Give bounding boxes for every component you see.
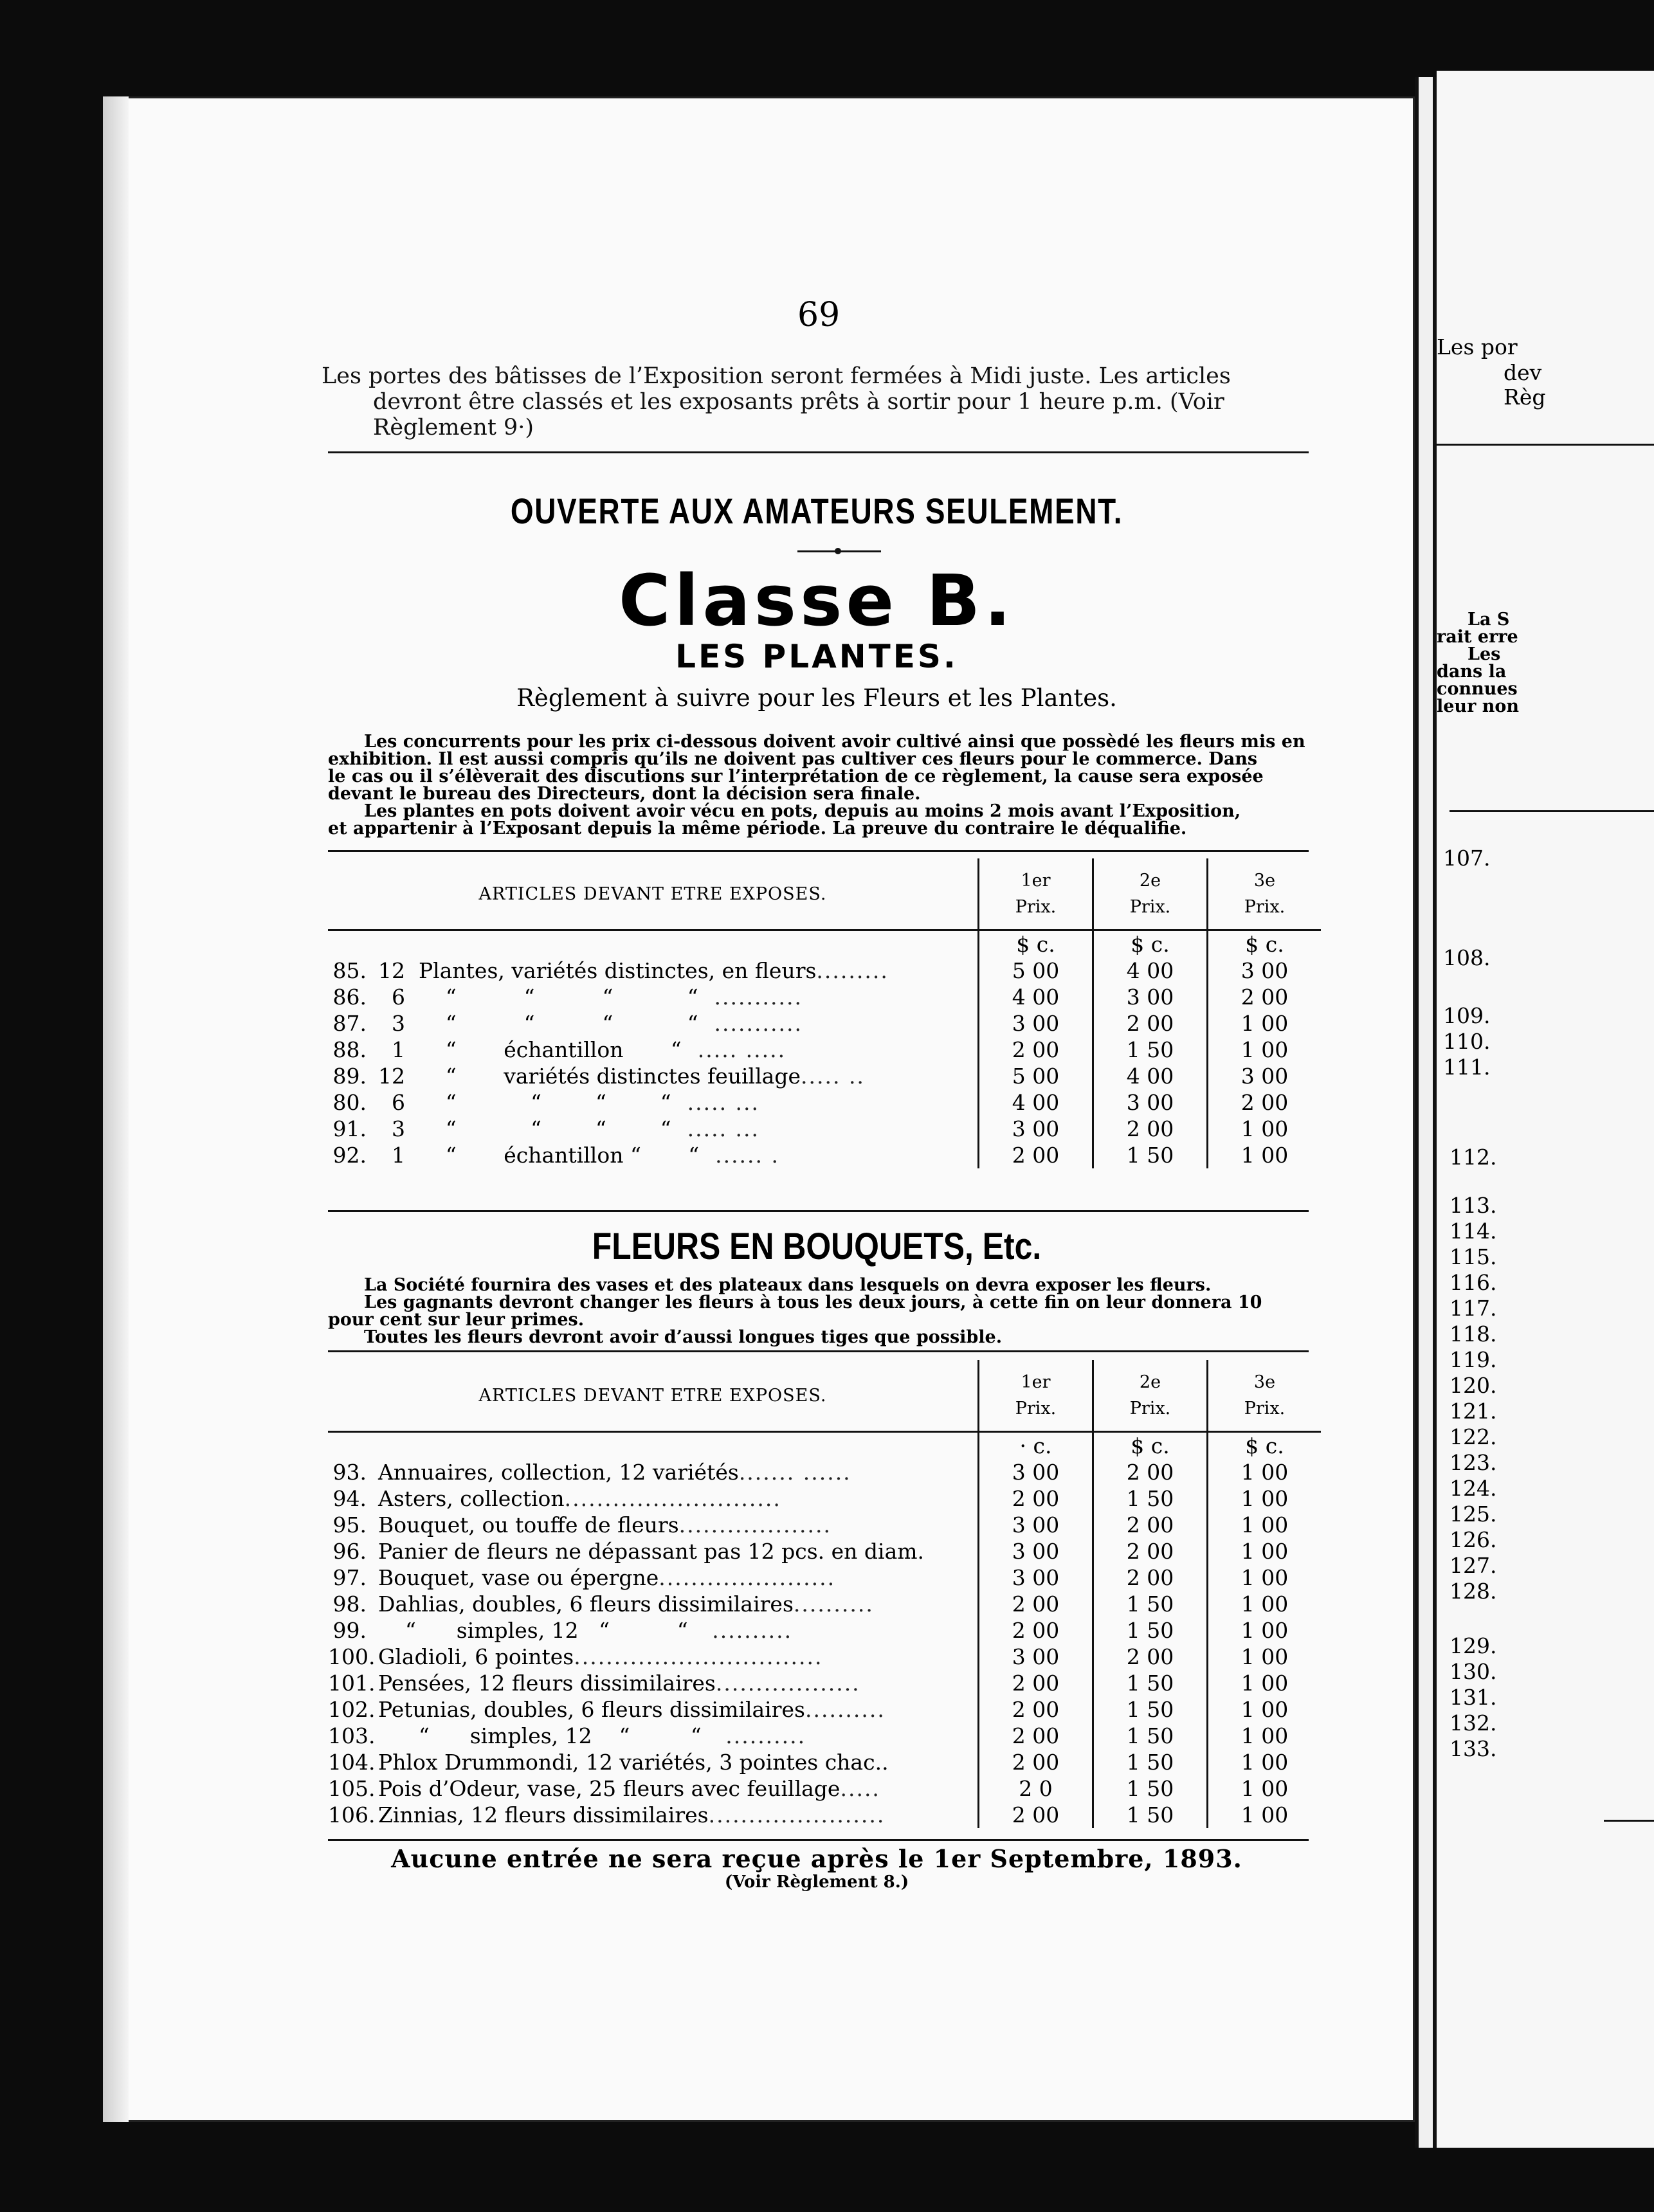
next-page-article-number: 127.: [1450, 1553, 1497, 1578]
intro-line: Les portes des bâtisses de l’Exposition seront fermées à Midi juste. Les articles: [322, 363, 1231, 389]
prize-1-value: 5 00: [979, 1063, 1093, 1089]
prize-2-label: Prix.: [1129, 1399, 1171, 1419]
prize-2-value: 1 50: [1093, 1142, 1208, 1168]
article-cell: [328, 1037, 979, 1063]
rule-reference: (Voir Règlement 8.): [724, 1872, 909, 1892]
prize-1-value: 2 00: [979, 1617, 1093, 1644]
table-row: [328, 1644, 1321, 1670]
table-row: [328, 984, 1321, 1010]
prize-2-value: 2 00: [1093, 1644, 1208, 1670]
prize-1-value: 3 00: [979, 1538, 1093, 1564]
prize-2-label: Prix.: [1129, 897, 1171, 917]
prize-1-value: 2 00: [979, 1802, 1093, 1828]
next-page-article-number: 107.: [1443, 846, 1491, 871]
next-page-para-fragment: rait erre: [1437, 627, 1518, 647]
next-page-article-number: 126.: [1450, 1527, 1497, 1552]
prize-1-value: 2 0: [979, 1775, 1093, 1802]
divider: [328, 1350, 1309, 1352]
prize-1-label: 1er: [1021, 1372, 1051, 1392]
prize-2-value: 1 50: [1093, 1670, 1208, 1696]
prize-3-label: Prix.: [1244, 1399, 1286, 1419]
intro-line: devront être classés et les exposants prêts à sortir pour 1 heure p.m. (Voir: [373, 389, 1224, 415]
prize-2-value: 1 50: [1093, 1723, 1208, 1749]
rules-line: le cas ou il s’élèverait des discutions sur l’interprétation de ce règlement, la cause sera exposée: [328, 766, 1264, 786]
article-cell: [328, 1142, 979, 1168]
article-number: 86.: [332, 984, 367, 1010]
rules-line: Les concurrents pour les prix ci-dessous doivent avoir cultivé ainsi que possèdé les fleurs mis en: [364, 732, 1305, 752]
next-page-para-fragment: La S: [1468, 610, 1510, 630]
ornament-divider: [797, 550, 881, 552]
table-row: [328, 1538, 1321, 1564]
prize-3-value: 1 00: [1208, 1142, 1322, 1168]
article-number: 87.: [332, 1011, 367, 1036]
article-cell: [328, 1089, 979, 1116]
article-cell: [328, 1564, 979, 1591]
unit-label: $ c.: [1208, 930, 1322, 958]
section-title-plantes: LES PLANTES.: [675, 638, 958, 675]
bouquets-paragraph: [328, 1276, 1312, 1346]
table-row: [328, 957, 1321, 984]
prize-3-value: 1 00: [1208, 1591, 1322, 1617]
prize-2-header: [1093, 1360, 1208, 1432]
article-cell: [328, 1063, 979, 1089]
prize-1-value: 3 00: [979, 1564, 1093, 1591]
article-cell: [328, 1591, 979, 1617]
prize-2-value: 3 00: [1093, 1089, 1208, 1116]
prize-1-value: 2 00: [979, 1670, 1093, 1696]
classe-title: Classe B.: [618, 559, 1015, 642]
divider: [1437, 444, 1654, 446]
prize-3-value: 1 00: [1208, 1749, 1322, 1775]
article-name: Zinnias, 12 fleurs dissimilaires: [378, 1802, 709, 1827]
article-number: 105.: [328, 1776, 376, 1801]
prize-3-value: 1 00: [1208, 1802, 1322, 1828]
table-row: [328, 1116, 1321, 1142]
next-page-article-number: 110.: [1443, 1029, 1491, 1054]
article-number: 92.: [332, 1143, 367, 1168]
article-cell: [328, 1512, 979, 1538]
article-number: 102.: [328, 1697, 376, 1722]
article-cell: [328, 1485, 979, 1512]
prize-1-value: 2 00: [979, 1591, 1093, 1617]
divider: [328, 451, 1309, 453]
article-name: Asters, collection: [378, 1486, 565, 1511]
divider: [1450, 810, 1654, 812]
article-number: 89.: [332, 1064, 367, 1089]
prize-1-value: 2 00: [979, 1142, 1093, 1168]
article-cell: [328, 957, 979, 984]
next-page-article-number: 131.: [1450, 1685, 1497, 1710]
article-cell: [328, 1723, 979, 1749]
page-number: 69: [797, 296, 841, 334]
prize-2-value: 3 00: [1093, 984, 1208, 1010]
leader-dots: ...........................: [564, 1486, 781, 1511]
next-page-article-number: 114.: [1450, 1219, 1497, 1244]
rules-line: exhibition. Il est aussi compris qu’ils ne doivent pas cultiver ces fleurs pour le commerce. Dans: [328, 749, 1258, 769]
next-page-edge: [1437, 71, 1654, 2148]
rules-paragraph: [328, 733, 1312, 837]
prize-2-value: 1 50: [1093, 1749, 1208, 1775]
prize-3-value: 1 00: [1208, 1538, 1322, 1564]
article-number: 101.: [328, 1671, 376, 1696]
table-header-row: [328, 858, 1321, 930]
leader-dots: ..........: [701, 1723, 806, 1748]
bouquets-line: pour cent sur leur primes.: [328, 1310, 585, 1330]
unit-label: $ c.: [979, 930, 1093, 958]
prize-2-value: 2 00: [1093, 1116, 1208, 1142]
next-page-article-number: 120.: [1450, 1373, 1497, 1398]
article-name: Bouquet, vase ou épergne: [378, 1565, 659, 1590]
article-number: 98.: [332, 1591, 367, 1617]
table-row: [328, 1010, 1321, 1037]
prize-3-label: 3e: [1253, 1372, 1276, 1392]
prize-2-header: [1093, 858, 1208, 930]
next-page-article-number: 118.: [1450, 1321, 1497, 1346]
article-name: 3 “ “ “ “: [378, 1116, 671, 1141]
article-name: Pensées, 12 fleurs dissimilaires: [378, 1671, 716, 1696]
divider: [328, 1210, 1309, 1212]
table-row: [328, 1696, 1321, 1723]
next-page-article-number: 132.: [1450, 1710, 1497, 1736]
article-number: 80.: [332, 1090, 367, 1115]
prize-3-header: [1208, 858, 1322, 930]
article-cell: [328, 1802, 979, 1828]
prize-3-value: 1 00: [1208, 1485, 1322, 1512]
table-row: [328, 1512, 1321, 1538]
article-number: 100.: [328, 1644, 376, 1669]
divider: [328, 850, 1309, 852]
prize-1-value: 3 00: [979, 1644, 1093, 1670]
next-page-article-number: 125.: [1450, 1501, 1497, 1527]
prize-1-value: 5 00: [979, 957, 1093, 984]
next-page-article-number: 116.: [1450, 1270, 1497, 1295]
prize-2-value: 1 50: [1093, 1617, 1208, 1644]
divider: [1604, 1820, 1654, 1822]
units-row: [328, 930, 1321, 958]
next-page-para-fragment: Les: [1468, 644, 1501, 664]
leader-dots: ....... ......: [738, 1460, 851, 1485]
leader-dots: ...........: [698, 1011, 803, 1036]
prize-2-value: 2 00: [1093, 1010, 1208, 1037]
prize-1-label: Prix.: [1015, 1399, 1057, 1419]
leader-dots: ...........: [698, 984, 803, 1010]
article-name: Petunias, doubles, 6 fleurs dissimilaires: [378, 1697, 805, 1722]
next-page-intro-fragment: dev: [1504, 360, 1542, 385]
table-row: [328, 1670, 1321, 1696]
deadline-notice: Aucune entrée ne sera reçue après le 1er Septembre, 1893.: [391, 1844, 1242, 1873]
prize-1-value: 2 00: [979, 1696, 1093, 1723]
article-name: 12 Plantes, variétés distinctes, en fleurs: [378, 958, 817, 983]
prize-3-value: 1 00: [1208, 1512, 1322, 1538]
prize-3-value: 1 00: [1208, 1617, 1322, 1644]
prize-2-value: 4 00: [1093, 1063, 1208, 1089]
article-cell: [328, 1644, 979, 1670]
rules-subtitle: Règlement à suivre pour les Fleurs et les Plantes.: [516, 684, 1117, 712]
article-cell: [328, 1010, 979, 1037]
table-row: [328, 1564, 1321, 1591]
table-row: [328, 1485, 1321, 1512]
bouquets-line: Toutes les fleurs devront avoir d’aussi longues tiges que possible.: [364, 1327, 1003, 1347]
article-number: 104.: [328, 1750, 376, 1775]
next-page-article-number: 122.: [1450, 1424, 1497, 1449]
leader-dots: .........: [816, 958, 889, 983]
article-number: 106.: [328, 1802, 376, 1827]
prize-3-value: 3 00: [1208, 957, 1322, 984]
next-page-article-number: 108.: [1443, 945, 1491, 970]
unit-label: $ c.: [1093, 1432, 1208, 1460]
prize-2-value: 1 50: [1093, 1802, 1208, 1828]
article-name: Panier de fleurs ne dépassant pas 12 pcs. en diam.: [378, 1539, 925, 1564]
next-page-article-number: 128.: [1450, 1579, 1497, 1604]
leader-dots: ...................: [678, 1512, 832, 1537]
article-cell: [328, 1116, 979, 1142]
table-row: [328, 1063, 1321, 1089]
bouquets-line: Les gagnants devront changer les fleurs à tous les deux jours, à cette fin on leur donnera 10: [364, 1292, 1262, 1312]
prize-3-value: 1 00: [1208, 1775, 1322, 1802]
article-name: Pois d’Odeur, vase, 25 fleurs avec feuillage: [378, 1776, 841, 1801]
next-page-article-number: 111.: [1443, 1055, 1491, 1080]
article-number: 93.: [332, 1460, 367, 1485]
article-number: 99.: [332, 1618, 367, 1643]
prize-2-value: 1 50: [1093, 1696, 1208, 1723]
leader-dots: ..... ...: [671, 1090, 760, 1115]
article-name: 6 “ “ “ “: [378, 1090, 671, 1115]
prize-3-value: 1 00: [1208, 1564, 1322, 1591]
prize-3-value: 1 00: [1208, 1696, 1322, 1723]
article-cell: [328, 1459, 979, 1485]
prize-2-value: 1 50: [1093, 1591, 1208, 1617]
prize-3-value: 2 00: [1208, 1089, 1322, 1116]
next-page-article-number: 119.: [1450, 1347, 1497, 1372]
next-page-article-number: 130.: [1450, 1659, 1497, 1684]
table-row: [328, 1089, 1321, 1116]
next-page-article-number: 124.: [1450, 1476, 1497, 1501]
plants-prize-table: [328, 858, 1321, 1168]
next-page-para-fragment: leur non: [1437, 696, 1519, 716]
article-cell: [328, 1749, 979, 1775]
next-page-article-number: 123.: [1450, 1450, 1497, 1475]
article-name: “ simples, 12 “ “: [378, 1618, 688, 1643]
article-number: 103.: [328, 1723, 376, 1748]
bouquets-prize-table: [328, 1360, 1321, 1828]
prize-1-value: 2 00: [979, 1037, 1093, 1063]
table-row: [328, 1775, 1321, 1802]
leader-dots: .....: [840, 1776, 880, 1801]
article-name: 1 “ échantillon “: [378, 1037, 682, 1062]
prize-3-value: 1 00: [1208, 1459, 1322, 1485]
prize-3-value: 1 00: [1208, 1723, 1322, 1749]
article-cell: [328, 1538, 979, 1564]
unit-label: $ c.: [1093, 930, 1208, 958]
prize-2-label: 2e: [1139, 871, 1161, 891]
prize-1-value: 4 00: [979, 1089, 1093, 1116]
article-name: Phlox Drummondi, 12 variétés, 3 pointes chac..: [378, 1750, 889, 1775]
article-name: 12 “ variétés distinctes feuillage: [378, 1064, 801, 1089]
table-row: [328, 1617, 1321, 1644]
article-name: “ simples, 12 “ “: [378, 1723, 702, 1748]
prize-2-value: 2 00: [1093, 1564, 1208, 1591]
prize-3-value: 3 00: [1208, 1063, 1322, 1089]
prize-1-header: [979, 1360, 1093, 1432]
unit-label: $ c.: [1208, 1432, 1322, 1460]
prize-3-header: [1208, 1360, 1322, 1432]
rules-line: devant le bureau des Directeurs, dont la décision sera finale.: [328, 784, 921, 804]
article-name: 3 “ “ “ “: [378, 1011, 698, 1036]
leader-dots: ...... .: [699, 1143, 780, 1168]
next-page-para-fragment: dans la: [1437, 662, 1507, 682]
prize-3-label: 3e: [1253, 871, 1276, 891]
prize-2-value: 4 00: [1093, 957, 1208, 984]
article-name: 6 “ “ “ “: [378, 984, 698, 1010]
leader-dots: ......................: [708, 1802, 886, 1827]
prize-2-value: 1 50: [1093, 1485, 1208, 1512]
rules-line: Les plantes en pots doivent avoir vécu en pots, depuis au moins 2 mois avant l’Exposition,: [364, 801, 1241, 821]
article-number: 96.: [332, 1539, 367, 1564]
prize-2-value: 1 50: [1093, 1775, 1208, 1802]
leader-dots: ..................: [715, 1671, 860, 1696]
article-name: Annuaires, collection, 12 variétés: [378, 1460, 739, 1485]
next-page-article-number: 115.: [1450, 1244, 1497, 1269]
article-cell: [328, 1696, 979, 1723]
prize-2-label: 2e: [1139, 1372, 1161, 1392]
unit-label: · c.: [979, 1432, 1093, 1460]
leader-dots: ..... .....: [681, 1037, 786, 1062]
amateurs-heading: OUVERTE AUX AMATEURS SEULEMENT.: [510, 491, 1123, 531]
rules-line: et appartenir à l’Exposant depuis la même période. La preuve du contraire le déqualifie.: [328, 819, 1187, 839]
table-row: [328, 1802, 1321, 1828]
prize-3-value: 1 00: [1208, 1644, 1322, 1670]
prize-3-value: 1 00: [1208, 1037, 1322, 1063]
articles-header: ARTICLES DEVANT ETRE EXPOSES.: [478, 884, 827, 904]
units-spacer: [328, 930, 979, 958]
table-row: [328, 1037, 1321, 1063]
next-page-article-number: 117.: [1450, 1296, 1497, 1321]
table-row: [328, 1142, 1321, 1168]
intro-line: Règlement 9·): [373, 415, 534, 440]
prize-1-label: Prix.: [1015, 897, 1057, 917]
prize-3-value: 1 00: [1208, 1116, 1322, 1142]
units-spacer: [328, 1432, 979, 1460]
articles-header: ARTICLES DEVANT ETRE EXPOSES.: [478, 1385, 827, 1406]
article-name: Bouquet, ou touffe de fleurs: [378, 1512, 679, 1537]
article-cell: [328, 1617, 979, 1644]
prize-3-label: Prix.: [1244, 897, 1286, 917]
prize-1-value: 3 00: [979, 1116, 1093, 1142]
article-number: 97.: [332, 1565, 367, 1590]
prize-2-value: 2 00: [1093, 1538, 1208, 1564]
intro-text: [322, 363, 1312, 440]
leader-dots: ..........: [793, 1591, 874, 1617]
prize-1-value: 3 00: [979, 1459, 1093, 1485]
prize-1-value: 3 00: [979, 1010, 1093, 1037]
bouquets-heading: FLEURS EN BOUQUETS, Etc.: [592, 1226, 1042, 1267]
next-page-article-number: 129.: [1450, 1633, 1497, 1658]
article-cell: [328, 1775, 979, 1802]
leader-dots: ......................: [659, 1565, 836, 1590]
table-row: [328, 1749, 1321, 1775]
article-name: Dahlias, doubles, 6 fleurs dissimilaires: [378, 1591, 794, 1617]
divider: [328, 1839, 1309, 1841]
next-page-article-number: 121.: [1450, 1399, 1497, 1424]
article-number: 94.: [332, 1486, 367, 1511]
leader-dots: ..... ..: [801, 1064, 865, 1089]
prize-3-value: 1 00: [1208, 1010, 1322, 1037]
table-row: [328, 1723, 1321, 1749]
prize-2-value: 1 50: [1093, 1037, 1208, 1063]
article-cell: [328, 984, 979, 1010]
leader-dots: ...............................: [574, 1644, 823, 1669]
article-number: 95.: [332, 1512, 367, 1537]
prize-1-value: 2 00: [979, 1723, 1093, 1749]
next-page-article-number: 112.: [1450, 1145, 1497, 1170]
next-page-intro-fragment: Les por: [1437, 334, 1518, 359]
next-page-article-number: 133.: [1450, 1736, 1497, 1761]
prize-1-value: 2 00: [979, 1749, 1093, 1775]
bouquets-line: La Société fournira des vases et des plateaux dans lesquels on devra exposer les fleurs.: [364, 1275, 1212, 1295]
next-page-article-number: 109.: [1443, 1003, 1491, 1028]
leader-dots: ..... ...: [671, 1116, 760, 1141]
prize-1-header: [979, 858, 1093, 930]
prize-2-value: 2 00: [1093, 1459, 1208, 1485]
leader-dots: ..........: [687, 1618, 793, 1643]
prize-1-value: 4 00: [979, 984, 1093, 1010]
next-page-article-number: 113.: [1450, 1193, 1497, 1218]
prize-1-value: 2 00: [979, 1485, 1093, 1512]
article-cell: [328, 1670, 979, 1696]
article-number: 88.: [332, 1037, 367, 1062]
prize-2-value: 2 00: [1093, 1512, 1208, 1538]
prize-3-value: 1 00: [1208, 1670, 1322, 1696]
leader-dots: ..........: [804, 1697, 886, 1722]
table-header-row: [328, 1360, 1321, 1432]
page-gutter: [1415, 77, 1437, 2148]
article-name: Gladioli, 6 pointes: [378, 1644, 574, 1669]
table-row: [328, 1591, 1321, 1617]
prize-1-label: 1er: [1021, 871, 1051, 891]
article-name: 1 “ échantillon “ “: [378, 1143, 700, 1168]
prize-3-value: 2 00: [1208, 984, 1322, 1010]
prize-1-value: 3 00: [979, 1512, 1093, 1538]
next-page-para-fragment: connues: [1437, 679, 1518, 699]
article-number: 85.: [332, 958, 367, 983]
table-row: [328, 1459, 1321, 1485]
next-page-intro-fragment: Règ: [1504, 385, 1546, 410]
units-row: [328, 1432, 1321, 1460]
article-number: 91.: [332, 1116, 367, 1141]
